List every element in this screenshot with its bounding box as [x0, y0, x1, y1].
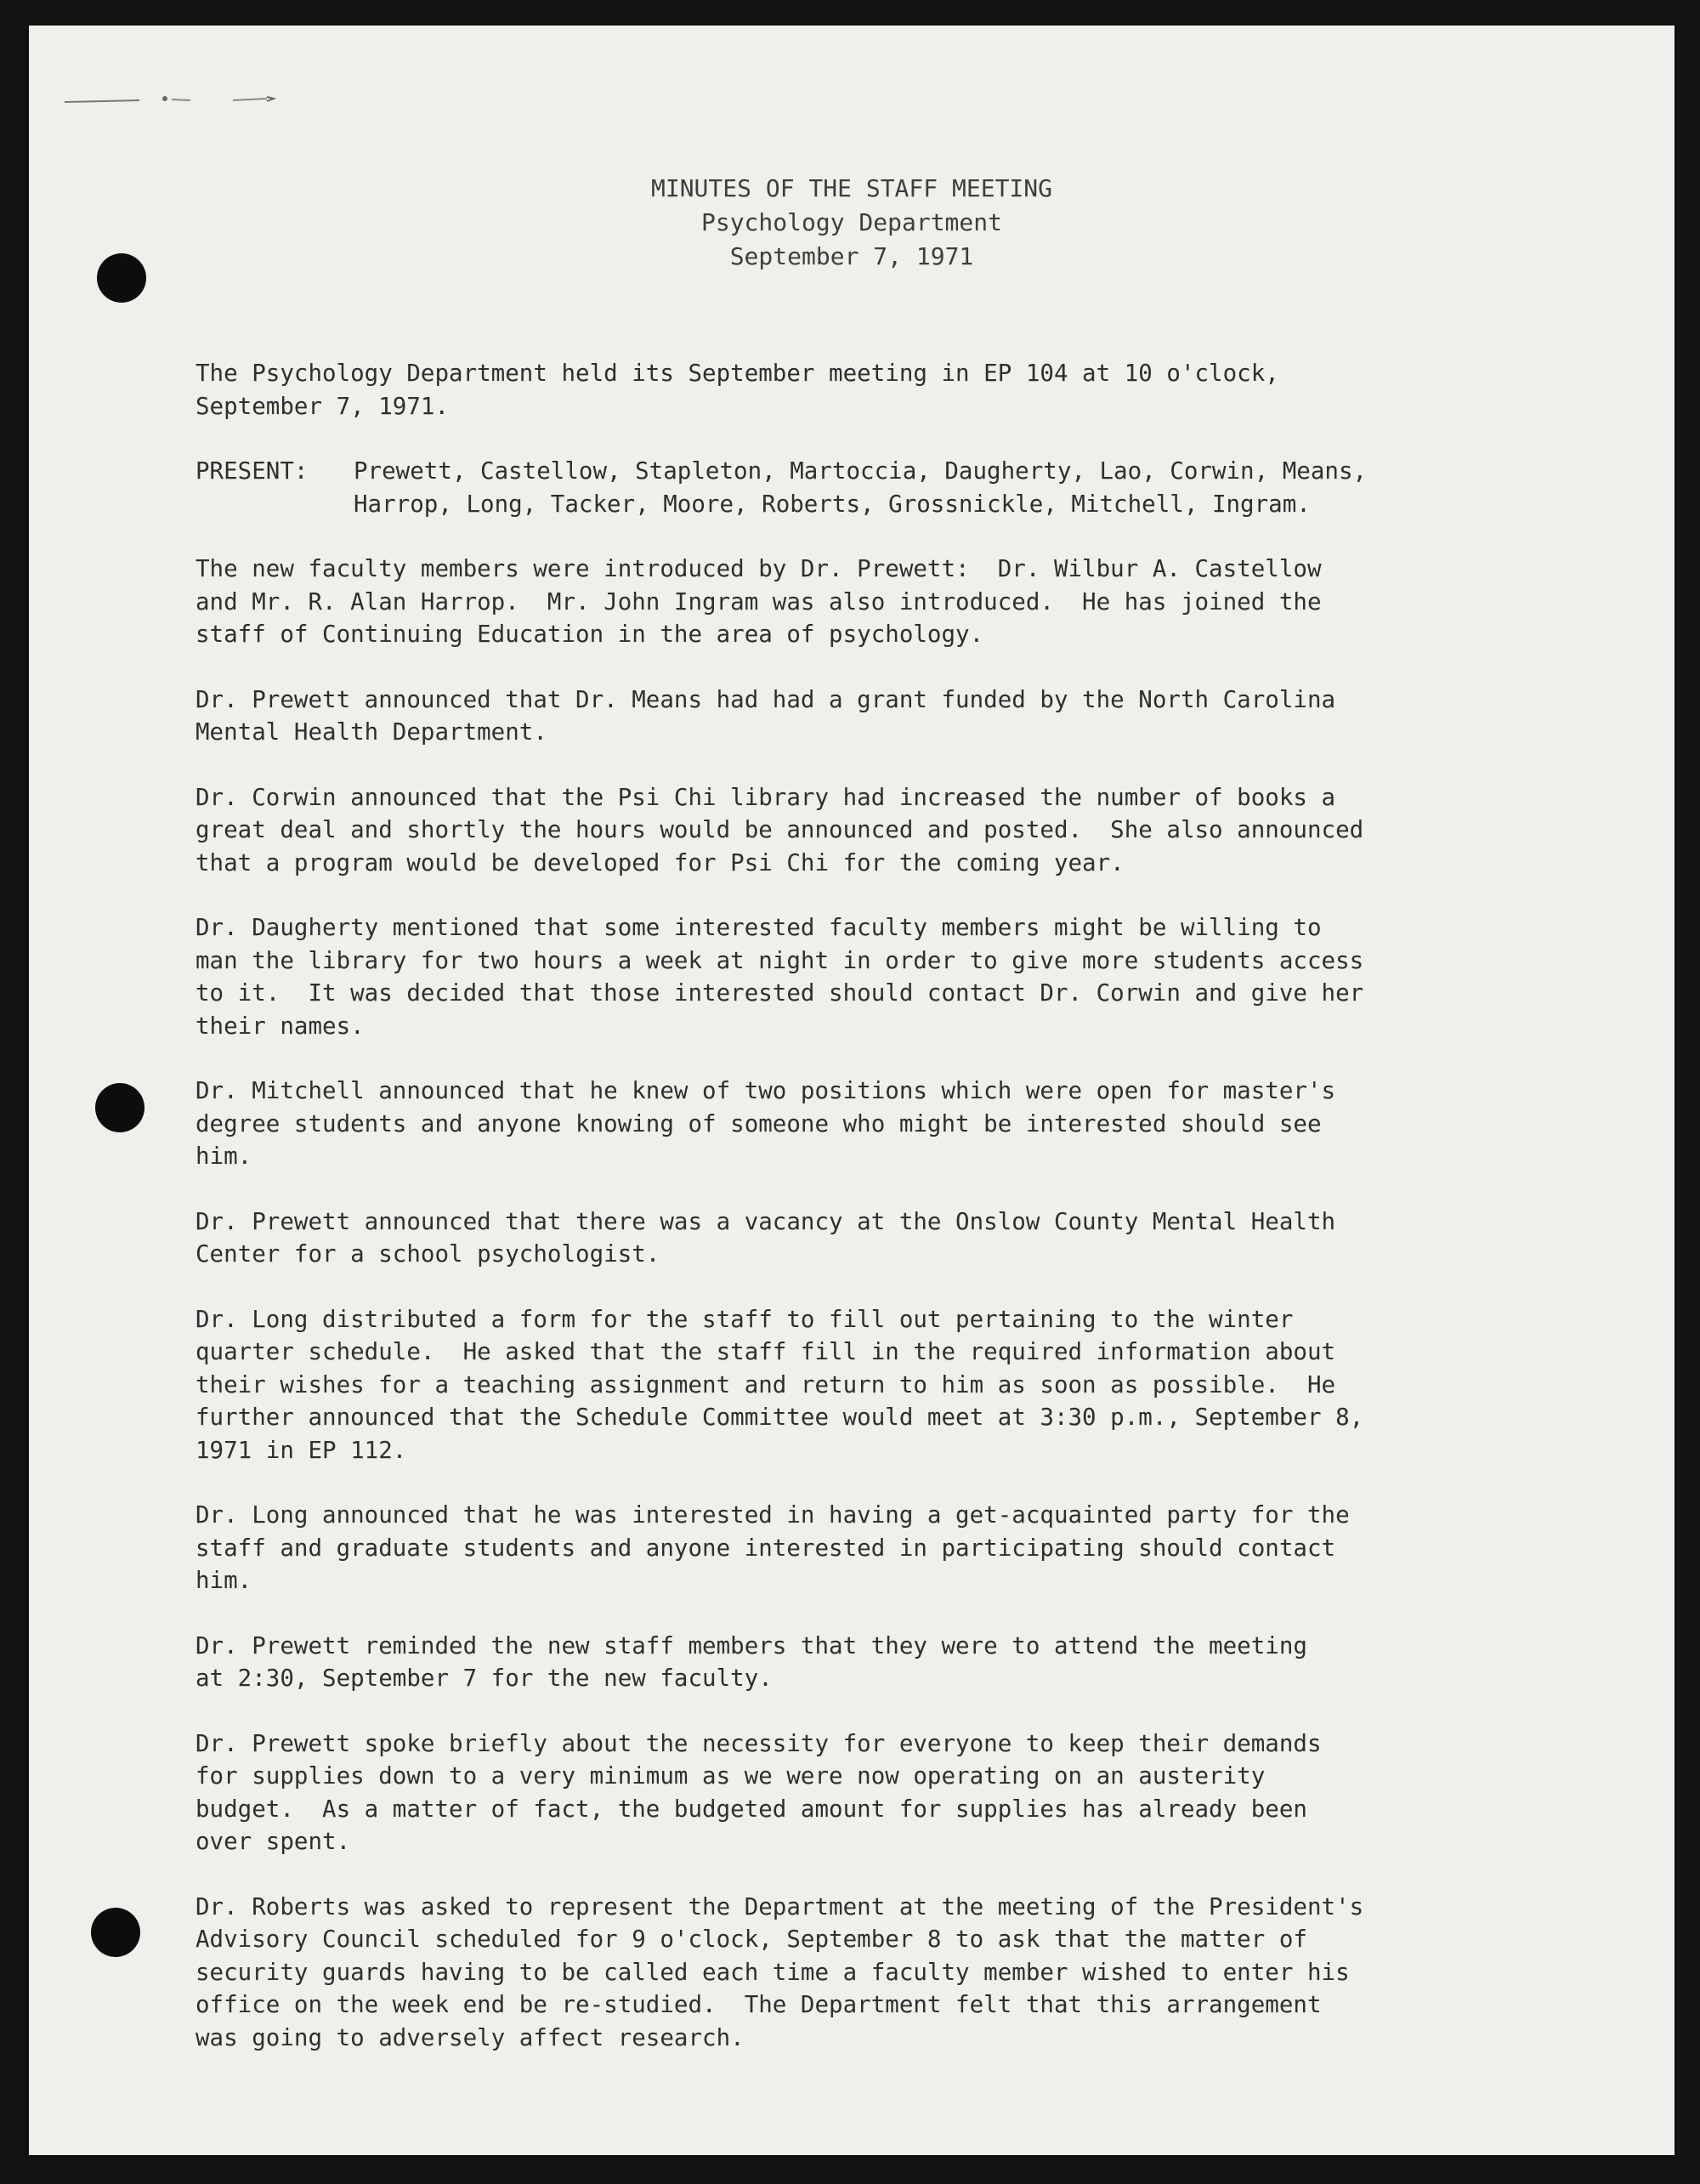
- document-page: [29, 26, 1674, 2155]
- paragraph-security: Dr. Roberts was asked to represent the Department at the meeting of the President's Advisory Council scheduled for 9 o'clock, September 8 to ask that the matter of security guards having to be called each time a faculty member wished to enter his office on the week end be re-studied. The Department felt that this arrangement was going to adversely affect research.: [196, 1892, 1364, 2051]
- paragraph-grant: Dr. Prewett announced that Dr. Means had had a grant funded by the North Carolina Mental Health Department.: [196, 685, 1336, 746]
- paragraph-schedule-form: Dr. Long distributed a form for the staff to fill out pertaining to the winter quarter schedule. He asked that the staff fill in the required information about their wishes for a teaching assignment and return to him as soon as possible. He further announced that the Schedule Committee would meet at 3:30 p.m., September 8, 1971 in EP 112.: [196, 1305, 1364, 1464]
- document-title: MINUTES OF THE STAFF MEETING: [650, 174, 1052, 202]
- paragraph-meeting-info: The Psychology Department held its September meeting in EP 104 at 10 o'clock, September 7, 1971.: [196, 360, 1279, 420]
- document-header: [29, 172, 1674, 274]
- paragraph-party: Dr. Long announced that he was interested in having a get-acquainted party for the staff and graduate students and anyone interested in participating should contact him.: [196, 1501, 1350, 1594]
- paragraph-vacancy: Dr. Prewett announced that there was a vacancy at the Onslow County Mental Health Center for a school psychologist.: [196, 1207, 1336, 1268]
- present-names: Prewett, Castellow, Stapleton, Martoccia, Daugherty, Lao, Corwin, Means, Harrop, Long, Tacker, Moore, Roberts, Grossnickle, Mitchell, Ingram.: [354, 457, 1368, 518]
- paragraph-psi-chi-library: Dr. Corwin announced that the Psi Chi library had increased the number of books a great deal and shortly the hours would be announced and posted. She also announced that a program would be developed for Psi Chi for the coming year.: [196, 783, 1364, 876]
- pencil-marks: [63, 92, 284, 109]
- paragraph-library-staffing: Dr. Daugherty mentioned that some interested faculty members might be willing to man the library for two hours a week at night in order to give more students access to it. It was decided that those interested should contact Dr. Corwin and give her their names.: [196, 914, 1364, 1040]
- department-name: Psychology Department: [700, 208, 1002, 236]
- binder-hole-bottom: [91, 1908, 140, 1957]
- paragraph-faculty-meeting: Dr. Prewett reminded the new staff members that they were to attend the meeting at 2:30, September 7 for the new faculty.: [196, 1631, 1307, 1692]
- meeting-date: September 7, 1971: [729, 242, 974, 270]
- minutes-body: [196, 357, 1590, 2086]
- paragraph-new-faculty: The new faculty members were introduced by Dr. Prewett: Dr. Wilbur A. Castellow and Mr. R. Alan Harrop. Mr. John Ingram was also introduced. He has joined the staff of Continuing Education in the area of psychology.: [196, 555, 1322, 648]
- present-label: PRESENT:: [196, 457, 309, 485]
- paragraph-positions: Dr. Mitchell announced that he knew of two positions which were open for master's degree students and anyone knowing of someone who might be interested should see him.: [196, 1077, 1336, 1170]
- paragraph-supplies: Dr. Prewett spoke briefly about the necessity for everyone to keep their demands for supplies down to a very minimum as we were now operating on an austerity budget. As a matter of fact, the budgeted amount for supplies has already been over spent.: [196, 1729, 1322, 1855]
- attendance-list: [196, 455, 1590, 520]
- binder-hole-middle: [95, 1083, 144, 1132]
